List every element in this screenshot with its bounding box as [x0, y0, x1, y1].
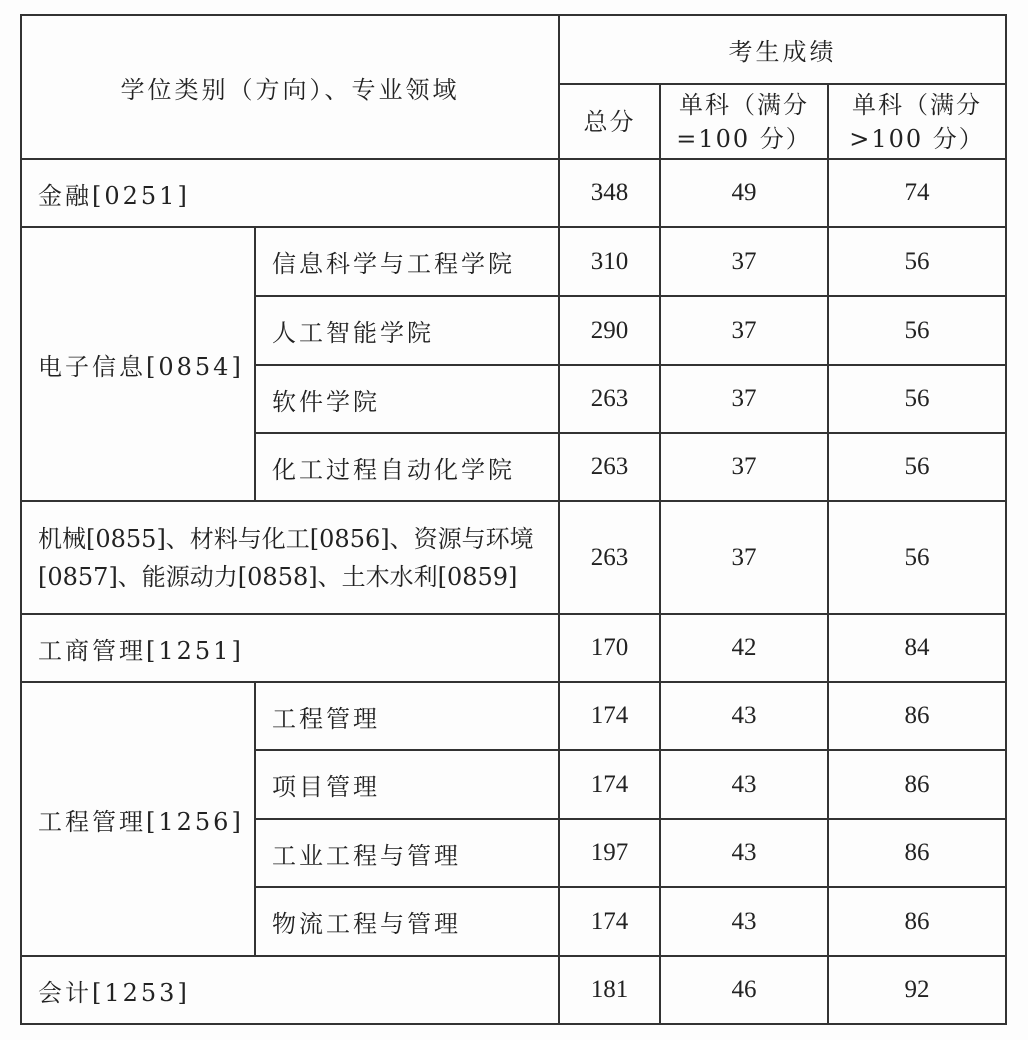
major-name: 工商管理[1251]: [21, 614, 559, 682]
major-name: 工程管理[1256]: [21, 682, 255, 956]
single-gt100-score: 56: [828, 227, 1006, 296]
total-score: 263: [559, 365, 660, 433]
single-100-score: 37: [660, 365, 828, 433]
single-100-score: 46: [660, 956, 828, 1024]
score-table: [20, 14, 1007, 1025]
single-gt100-score: 56: [828, 365, 1006, 433]
total-header: 总分: [559, 84, 660, 159]
scores-header: 考生成绩: [559, 15, 1006, 84]
total-score: 174: [559, 750, 660, 819]
total-score: 174: [559, 682, 660, 750]
single-100-score: 37: [660, 227, 828, 296]
sub-field: 人工智能学院: [255, 296, 559, 365]
single-gt100-score: 74: [828, 159, 1006, 227]
sub-field: 信息科学与工程学院: [255, 227, 559, 296]
total-score: 263: [559, 501, 660, 614]
total-score: 348: [559, 159, 660, 227]
single-100-score: 43: [660, 750, 828, 819]
category-header: 学位类别（方向）、专业领域: [21, 15, 559, 159]
single-gt100-score: 86: [828, 750, 1006, 819]
total-score: 174: [559, 887, 660, 956]
sub-field: 工业工程与管理: [255, 819, 559, 887]
single-gt100-score: 92: [828, 956, 1006, 1024]
single-100-score: 43: [660, 819, 828, 887]
single-100-header: 单科（满分=100 分）: [660, 84, 828, 159]
table-row: [21, 501, 1006, 614]
major-name-text: 机械[0855]、材料与化工[0856]、资源与环境[0857]、能源动力[0858]、土木水利[0859]: [38, 524, 534, 591]
single-gt100-score: 86: [828, 682, 1006, 750]
single-gt100-header: 单科（满分>100 分）: [828, 84, 1006, 159]
table-row: [21, 614, 1006, 682]
sub-field: 工程管理: [255, 682, 559, 750]
table-row: [21, 159, 1006, 227]
total-score: 263: [559, 433, 660, 501]
single-100-score: 43: [660, 887, 828, 956]
sub-field: 物流工程与管理: [255, 887, 559, 956]
single-gt100-score: 86: [828, 819, 1006, 887]
single-100-score: 37: [660, 433, 828, 501]
total-score: 290: [559, 296, 660, 365]
total-score: 181: [559, 956, 660, 1024]
single-100-score: 43: [660, 682, 828, 750]
single-gt100-score: 56: [828, 501, 1006, 614]
sub-field: 软件学院: [255, 365, 559, 433]
major-name: 会计[1253]: [21, 956, 559, 1024]
major-name: 金融[0251]: [21, 159, 559, 227]
single-gt100-score: 86: [828, 887, 1006, 956]
major-name: 电子信息[0854]: [21, 227, 255, 501]
single-gt100-score: 56: [828, 433, 1006, 501]
sub-field: 化工过程自动化学院: [255, 433, 559, 501]
single-100-score: 49: [660, 159, 828, 227]
single-100-score: 37: [660, 501, 828, 614]
table-row: [21, 956, 1006, 1024]
sub-field: 项目管理: [255, 750, 559, 819]
total-score: 197: [559, 819, 660, 887]
table-row: [21, 227, 1006, 296]
single-100-score: 37: [660, 296, 828, 365]
major-name: [21, 501, 559, 614]
single-100-score: 42: [660, 614, 828, 682]
table-row: [21, 682, 1006, 750]
single-gt100-score: 56: [828, 296, 1006, 365]
single-gt100-score: 84: [828, 614, 1006, 682]
header-row: [21, 15, 1006, 84]
total-score: 170: [559, 614, 660, 682]
total-score: 310: [559, 227, 660, 296]
